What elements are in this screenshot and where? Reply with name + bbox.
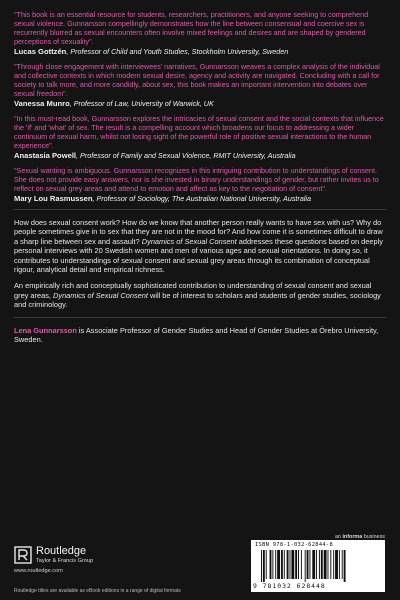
endorsement-quote bbox=[14, 10, 386, 56]
endorsement-quote bbox=[14, 166, 386, 203]
quote-text: "Sexual wanting is ambiguous. Gunnarsson recognizes in this intriguing contribution to understandings of consent. She does not provide easy answers, nor is she invested in binary understandings of gender, but rather invites us to reflect on sexual grey areas and attend to emotion and affect as key to the negotiation of consent". bbox=[14, 166, 379, 193]
quote-attribution bbox=[14, 47, 386, 56]
author-bio bbox=[14, 326, 386, 345]
ebook-note: Routledge titles are available as eBook editions in a range of digital formats bbox=[14, 588, 181, 594]
endorser-title: , Professor of Family and Sexual Violence, RMIT University, Australia bbox=[76, 151, 296, 160]
book-title-inline: Dynamics of Sexual Consent bbox=[53, 290, 148, 300]
barcode-bar bbox=[266, 550, 267, 579]
endorser-name: Anastasia Powell bbox=[14, 151, 77, 160]
barcode-bar bbox=[333, 550, 334, 579]
barcode-bar bbox=[298, 550, 299, 579]
informa-suffix: business bbox=[362, 534, 385, 540]
endorsement-quote bbox=[14, 114, 386, 160]
quote-text: "In this must-read book, Gunnarsson explores the intricacies of sexual consent and the social contexts that influence the 'if' and 'what' of sex. The result is a compelling account which broadens our focus to addressing a wider continuum of sexual harm, whilst not losing sight of the powerful role of positive sexual interactions to the human experience". bbox=[14, 114, 384, 150]
barcode-bar bbox=[287, 550, 289, 579]
quote-attribution bbox=[14, 99, 386, 108]
cover-content bbox=[14, 10, 386, 351]
barcode-bar bbox=[319, 550, 320, 579]
endorser-name: Lucas Gottzén bbox=[14, 47, 67, 56]
author-bio-text: is Associate Professor of Gender Studies and Head of Gender Studies at Örebro University, Sweden. bbox=[14, 325, 379, 345]
barcode-bar bbox=[275, 550, 276, 579]
barcode-bar bbox=[270, 550, 272, 579]
barcode-bar bbox=[344, 550, 346, 582]
barcode-digits: 9 781032 628448 bbox=[253, 582, 326, 590]
publisher-website[interactable]: www.routledge.com bbox=[14, 568, 63, 574]
barcode-bar bbox=[301, 550, 302, 579]
informa-brand: informa bbox=[342, 534, 363, 540]
barcode-bar bbox=[261, 550, 262, 582]
barcode-bar bbox=[328, 550, 329, 579]
barcode-bar bbox=[290, 550, 291, 579]
publisher-group: Taylor & Francis Group bbox=[36, 558, 94, 564]
quote-text: "Through close engagement with interviewees' narratives, Gunnarsson weaves a complex analysis of the individual and collective contexts in which modern sexual desire, agency and activity are navigated. Concluding with a call for society to talk more, and more candidly, about sex, this book makes an important intervention into debates over sexual freedom". bbox=[14, 62, 380, 98]
barcode-bars bbox=[259, 550, 377, 582]
description-text: addresses these questions based on deeply personal interviews with 20 Swedish women and men of various ages and sexual orientations. In doing so, it contributes to understandings of sexual consent and sexual grey areas through its combination of conceptual rigour, analytical detail and empirical richness. bbox=[14, 236, 383, 275]
barcode-bar bbox=[324, 550, 327, 579]
description-paragraph bbox=[14, 281, 386, 309]
barcode-bar bbox=[305, 550, 306, 582]
endorser-name: Vanessa Munro bbox=[14, 99, 70, 108]
barcode-bar bbox=[307, 550, 309, 579]
quote-text: "This book is an essential resource for students, researchers, practitioners, and anyone seeking to comprehend sexual violence. Gunnarsson compellingly demonstrates how the line between consensual and coercive sex is recurrently blurred as sexual encounters often involve mixed feelings and desires and are shaped by gendered perceptions of sexuality". bbox=[14, 10, 369, 46]
barcode-bar bbox=[342, 550, 343, 579]
isbn-label: ISBN 978-1-032-62844-8 bbox=[255, 542, 333, 548]
barcode-bar bbox=[295, 550, 297, 579]
book-title-inline: Dynamics of Sexual Consent bbox=[141, 236, 237, 246]
barcode-bar bbox=[291, 550, 294, 579]
barcode-bar bbox=[281, 550, 283, 579]
description-paragraph bbox=[14, 218, 386, 274]
publisher-logo bbox=[14, 544, 174, 584]
description-text: An empirically rich and conceptually sophisticated contribution to understanding of sexual consent and sexual grey areas, bbox=[14, 281, 372, 300]
quote-attribution bbox=[14, 194, 386, 203]
barcode-bar bbox=[335, 550, 338, 579]
barcode-bar bbox=[339, 550, 340, 579]
barcode-bar bbox=[263, 550, 265, 582]
description-text: will be of interest to scholars and students of gender studies, sociology and criminology. bbox=[14, 290, 381, 310]
description-text: How does sexual consent work? How do we know that another person really wants to have sex with us? Why do people sometimes give in to sex that they are not in the mood for? And how come it is sometimes difficult to draw a sharp line between sex and assault? bbox=[14, 218, 383, 246]
endorser-title: , Professor of Law, University of Warwick, UK bbox=[69, 99, 214, 108]
quote-attribution bbox=[14, 151, 386, 160]
barcode-bar bbox=[272, 550, 273, 579]
barcode-bar bbox=[330, 550, 331, 579]
endorser-name: Mary Lou Rasmussen bbox=[14, 194, 93, 203]
endorsement-quote bbox=[14, 62, 386, 108]
barcode-bar bbox=[321, 550, 323, 579]
informa-prefix: an bbox=[334, 534, 343, 540]
barcode bbox=[251, 540, 385, 592]
routledge-logo-icon bbox=[14, 546, 32, 564]
publisher-name: Routledge bbox=[36, 545, 87, 557]
endorser-title: , Professor of Sociology, The Australian National University, Australia bbox=[92, 194, 312, 203]
section-divider bbox=[14, 317, 386, 318]
barcode-bar bbox=[316, 550, 317, 579]
section-divider bbox=[14, 209, 386, 210]
barcode-bar bbox=[277, 550, 280, 579]
cover-footer bbox=[0, 534, 400, 600]
barcode-bar bbox=[284, 550, 285, 579]
barcode-bar bbox=[309, 550, 310, 579]
author-name: Lena Gunnarsson bbox=[14, 325, 77, 335]
endorser-title: , Professor of Child and Youth Studies, Stockholm University, Sweden bbox=[66, 47, 289, 56]
barcode-bar bbox=[312, 550, 315, 579]
